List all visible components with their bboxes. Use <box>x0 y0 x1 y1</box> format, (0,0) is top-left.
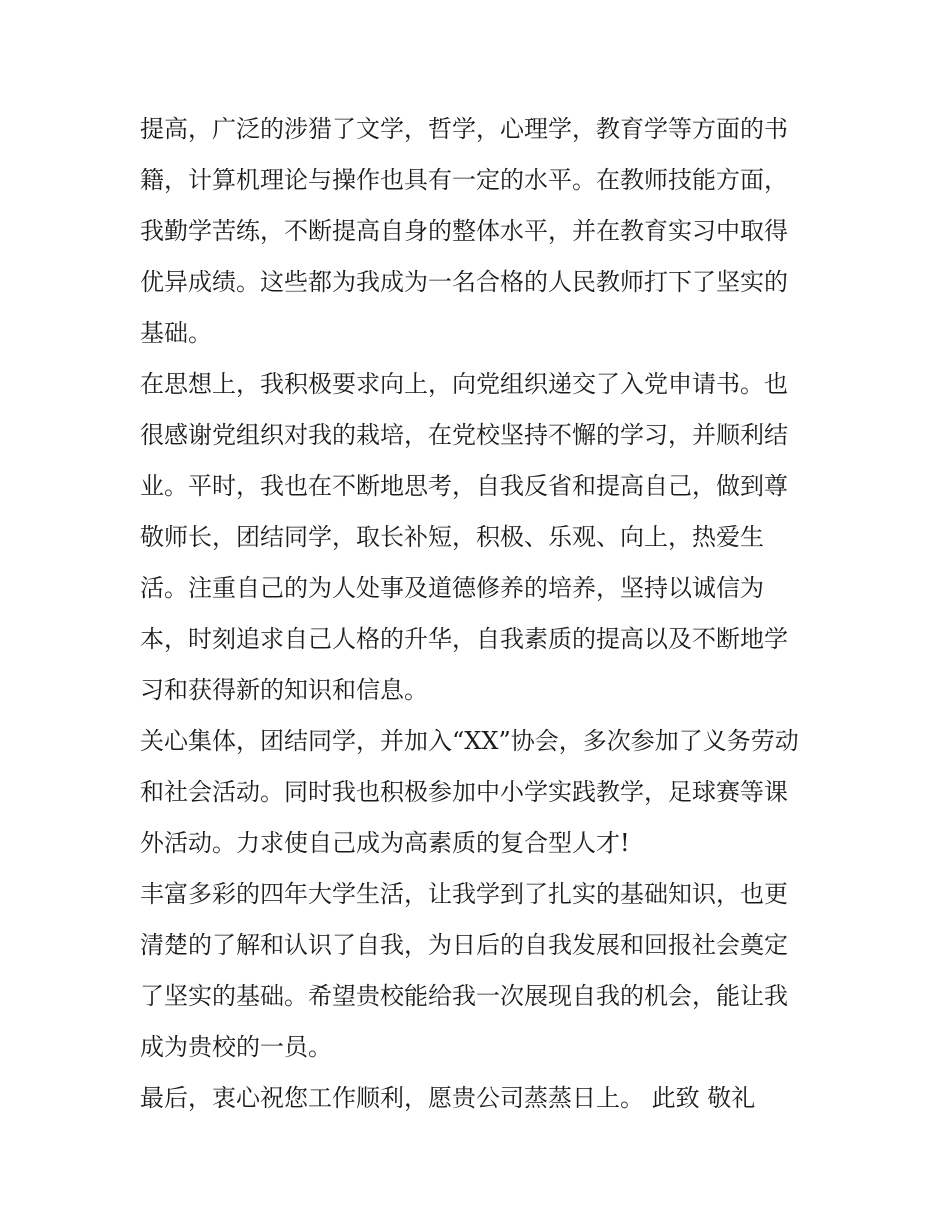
text-line: 业。平时，我也在不断地思考，自我反省和提高自己，做到尊 <box>140 472 788 500</box>
text-line: 提高，广泛的涉猎了文学，哲学，心理学，教育学等方面的书 <box>140 115 788 143</box>
text-line: 了坚实的基础。希望贵校能给我一次展现自我的机会，能让我 <box>140 982 788 1010</box>
text-line: 关心集体，团结同学，并加入“XX”协会，多次参加了义务劳动 <box>140 727 799 755</box>
text-line: 我勤学苦练，不断提高自身的整体水平，并在教育实习中取得 <box>140 217 788 245</box>
text-line: 和社会活动。同时我也积极参加中小学实践教学，足球赛等课 <box>140 778 788 806</box>
text-line: 清楚的了解和认识了自我，为日后的自我发展和回报社会奠定 <box>140 931 788 959</box>
text-line: 籍，计算机理论与操作也具有一定的水平。在教师技能方面， <box>140 166 788 194</box>
text-line: 在思想上，我积极要求向上，向党组织递交了入党申请书。也 <box>140 370 788 398</box>
text-line: 活。注重自己的为人处事及道德修养的培养，坚持以诚信为 <box>140 574 764 602</box>
text-line: 习和获得新的知识和信息。 <box>140 676 428 704</box>
text-line: 成为贵校的一员。 <box>140 1033 332 1061</box>
text-line: 很感谢党组织对我的栽培，在党校坚持不懈的学习，并顺利结 <box>140 421 788 449</box>
document-page <box>140 104 816 1124</box>
text-line: 本，时刻追求自己人格的升华，自我素质的提高以及不断地学 <box>140 625 788 653</box>
text-line: 丰富多彩的四年大学生活，让我学到了扎实的基础知识，也更 <box>140 880 788 908</box>
text-line: 基础。 <box>140 319 212 347</box>
text-line: 敬师长，团结同学，取长补短，积极、乐观、向上，热爱生 <box>140 523 764 551</box>
text-line: 外活动。力求使自己成为高素质的复合型人才! <box>140 829 630 857</box>
text-line: 优异成绩。这些都为我成为一名合格的人民教师打下了坚实的 <box>140 268 788 296</box>
text-line: 最后，衷心祝您工作顺利，愿贵公司蒸蒸日上。 此致 敬礼 <box>140 1084 756 1112</box>
